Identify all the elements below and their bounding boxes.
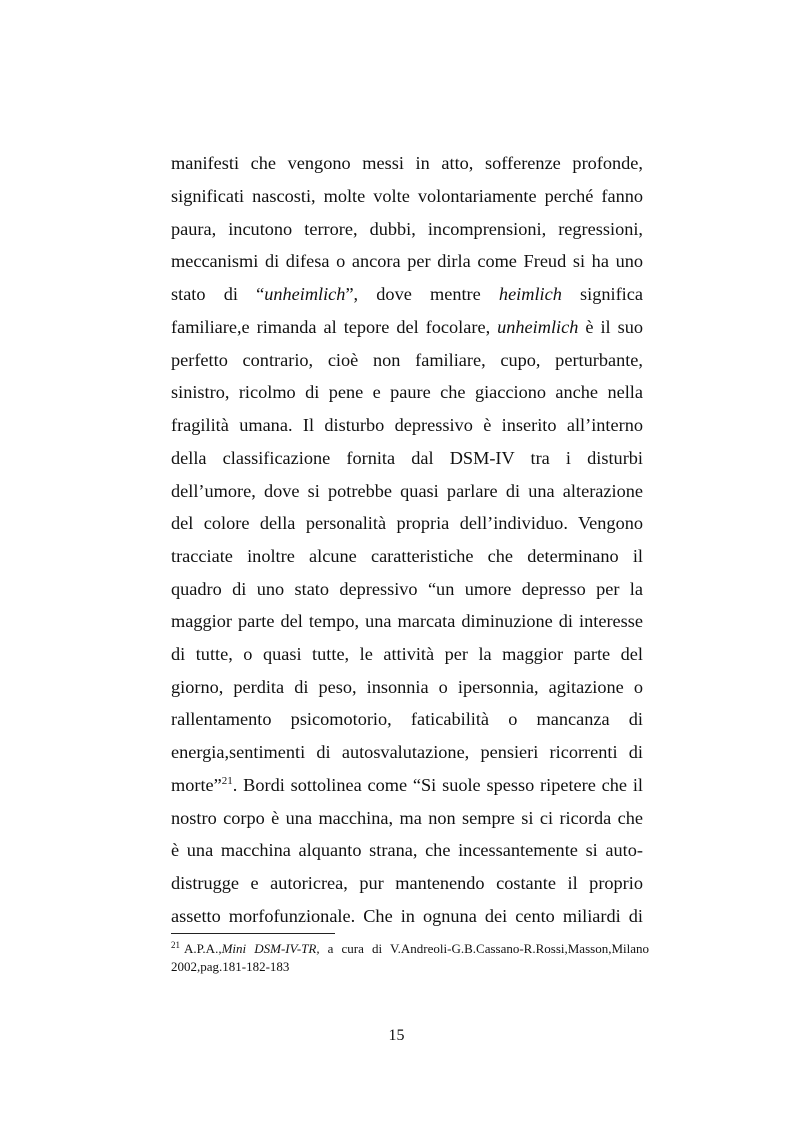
body-line-15: maggior parte del tempo, una marcata diminuzione di interesse	[171, 611, 643, 631]
body-line-22: è una macchina alquanto strana, che incessantemente si auto-	[171, 840, 643, 860]
text-run: . Bordi sottolinea come “Si suole spesso ripetere che il	[232, 775, 643, 795]
text-run: stato di “	[171, 284, 265, 304]
footnote-number: 21	[171, 940, 180, 950]
body-line-4: meccanismi di difesa o ancora per dirla come Freud si ha uno	[171, 251, 643, 271]
footnote-line-1	[171, 940, 649, 958]
body-line-3: paura, incutono terrore, dubbi, incomprensioni, regressioni,	[171, 219, 643, 239]
text-run: significa	[561, 284, 643, 304]
text-run: è il suo	[578, 317, 643, 337]
footnote-text: a cura di V.Andreoli-G.B.Cassano-R.Rossi,Masson,Milano	[319, 941, 649, 956]
body-line-12: del colore della personalità propria dell’individuo. Vengono	[171, 513, 643, 533]
body-line-11: dell’umore, dove si potrebbe quasi parlare di una alterazione	[171, 481, 643, 501]
body-line-17: giorno, perdita di peso, insonnia o ipersonnia, agitazione o	[171, 677, 643, 697]
body-line-19: energia,sentimenti di autosvalutazione, pensieri ricorrenti di	[171, 742, 643, 762]
body-line-24: assetto morfofunzionale. Che in ognuna dei cento miliardi di	[171, 906, 643, 926]
body-line-21: nostro corpo è una macchina, ma non sempre si ci ricorda che	[171, 808, 643, 828]
text-run: familiare,e rimanda al tepore del focolare,	[171, 317, 498, 337]
body-line-1: manifesti che vengono messi in atto, sofferenze profonde,	[171, 153, 643, 173]
page-number: 15	[388, 1027, 405, 1044]
italic-term: heimlich	[498, 284, 562, 304]
body-line-8: sinistro, ricolmo di pene e paure che giacciono anche nella	[171, 382, 643, 402]
italic-term: unheimlich	[497, 317, 579, 337]
text-run: ”, dove mentre	[345, 284, 499, 304]
body-line-9: fragilità umana. Il disturbo depressivo è inserito all’interno	[171, 415, 643, 435]
body-line-18: rallentamento psicomotorio, faticabilità o mancanza di	[171, 709, 643, 729]
body-line-7: perfetto contrario, cioè non familiare, cupo, perturbante,	[171, 350, 643, 370]
body-line-14: quadro di uno stato depressivo “un umore depresso per la	[171, 579, 643, 599]
italic-term: unheimlich	[264, 284, 346, 304]
text-run: morte”	[171, 775, 222, 795]
body-line-23: distrugge e autoricrea, pur mantenendo costante il proprio	[171, 873, 643, 893]
footnote-title: Mini DSM-IV-TR,	[221, 941, 320, 956]
body-line-20	[171, 775, 643, 795]
footnote-separator	[171, 933, 335, 934]
body-line-13: tracciate inoltre alcune caratteristiche che determinano il	[171, 546, 643, 566]
footnote-line-2: 2002,pag.181-182-183	[171, 959, 290, 974]
footnote-author: A.P.A.,	[184, 941, 222, 956]
body-line-16: di tutte, o quasi tutte, le attività per la maggior parte del	[171, 644, 643, 664]
body-line-2: significati nascosti, molte volte volontariamente perché fanno	[171, 186, 643, 206]
body-line-10: della classificazione fornita dal DSM-IV tra i disturbi	[171, 448, 643, 468]
body-line-5	[171, 284, 643, 304]
footnote-reference[interactable]: 21	[221, 775, 233, 787]
body-line-6	[171, 317, 643, 337]
